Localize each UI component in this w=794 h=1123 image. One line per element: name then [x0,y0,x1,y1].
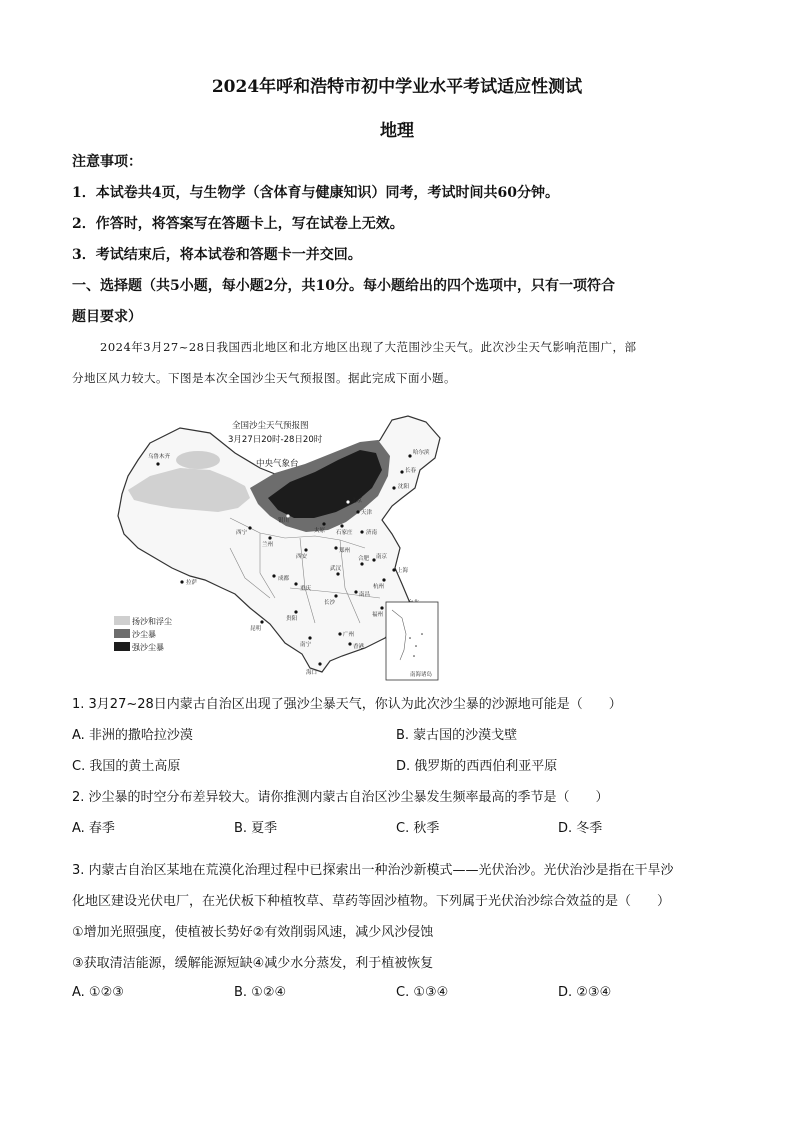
city-label-xining: 西宁 [236,530,248,536]
city-label-changchun: 长春 [405,468,417,474]
city-label-nanning: 南宁 [300,642,312,648]
question-3-statements-1: ①增加光照强度，使植被长势好②有效削弱风速，减少风沙侵蚀 [72,925,434,940]
notes-heading: 注意事项： [72,154,142,170]
city-label-urumqi: 乌鲁木齐 [148,454,171,460]
q2-option-a: A. 春季 [72,821,115,836]
legend-swatch-light [114,616,130,625]
q1-option-c: C. 我国的黄土高原 [72,759,181,774]
city-label-nanchang: 南昌 [359,592,371,598]
subject-title: 地理 [380,121,414,141]
city-label-hangzhou: 杭州 [373,584,385,590]
dust-forecast-map [110,398,446,688]
map-title-3: 中央气象台 [256,459,299,469]
city-label-kunming: 昆明 [250,626,262,632]
question-3-statements-2: ③获取清洁能源，缓解能源短缺④减少水分蒸发，利于植被恢复 [72,956,434,971]
q2-option-b: B. 夏季 [234,821,278,836]
city-label-xian: 西安 [296,554,308,560]
q1-option-d: D. 俄罗斯的西西伯利亚平原 [396,759,558,774]
city-label-nanjing: 南京 [376,554,388,560]
q3-option-a: A. ①②③ [72,985,124,1000]
section-heading-line1: 一、选择题（共5小题，每小题2分，共10分。每小题给出的四个选项中，只有一项符合 [72,278,615,294]
city-label-hefei: 合肥 [358,556,370,562]
city-label-shanghai: 上海 [397,568,409,574]
south-china-sea-inset [386,602,438,680]
city-label-beijing: 北京 [351,498,363,504]
q2-option-c: C. 秋季 [396,821,440,836]
legend-label-dark: 强沙尘暴 [132,643,164,652]
q2-option-d: D. 冬季 [558,821,603,836]
city-label-yinchuan: 银川 [278,518,290,524]
city-label-jinan: 济南 [366,530,378,536]
note-item-1: 1．本试卷共4页，与生物学（含体育与健康知识）同考，考试时间共60分钟。 [72,185,559,201]
q3-option-b: B. ①②④ [234,985,287,1000]
city-label-harbin: 哈尔滨 [413,450,430,456]
city-label-wuhan: 武汉 [330,566,342,572]
city-label-chengdu: 成都 [278,576,290,582]
map-title-2: 3月27日20时-28日20时 [228,435,323,445]
question-1-stem: 1. 3月27~28日内蒙古自治区出现了强沙尘暴天气，你认为此次沙尘暴的沙源地可能是（ ） [72,697,622,712]
city-label-guangzhou: 广州 [343,632,355,638]
note-item-3: 3．考试结束后，将本试卷和答题卡一并交回。 [72,247,362,263]
page-title: 2024年呼和浩特市初中学业水平考试适应性测试 [211,77,583,97]
q3-option-d: D. ②③④ [558,985,612,1000]
passage-line2: 分地区风力较大。下图是本次全国沙尘天气预报图。据此完成下面小题。 [72,371,456,385]
city-label-lhasa: 拉萨 [186,580,198,586]
city-label-tianjin: 天津 [361,510,373,516]
city-label-changsha: 长沙 [324,600,336,606]
map-title-1: 全国沙尘天气预报图 [232,421,309,431]
q3-option-c: C. ①③④ [396,985,449,1000]
note-item-2: 2．作答时，将答案写在答题卡上，写在试卷上无效。 [72,216,404,232]
city-label-chongqing: 重庆 [300,586,312,592]
city-label-guiyang: 贵阳 [286,616,298,622]
legend-swatch-dark [114,642,130,651]
q1-option-a: A. 非洲的撒哈拉沙漠 [72,728,193,743]
question-2-stem: 2. 沙尘暴的时空分布差异较大。请你推测内蒙古自治区沙尘暴发生频率最高的季节是（ ） [72,790,609,805]
legend-label-light: 扬沙和浮尘 [132,617,172,626]
city-label-taiyuan: 太原 [314,528,326,534]
city-label-lanzhou: 兰州 [262,542,274,548]
light-dust-region-small [176,451,220,469]
q1-option-b: B. 蒙古国的沙漠戈壁 [396,728,518,743]
city-label-fuzhou: 福州 [372,612,384,618]
question-3-stem-line1: 3. 内蒙古自治区某地在荒漠化治理过程中已探索出一种治沙新模式——光伏治沙。光伏治沙是指在干旱沙 [72,863,674,878]
inset-label: 南海诸岛 [410,672,433,678]
passage-line1: 2024年3月27~28日我国西北地区和北方地区出现了大范围沙尘天气。此次沙尘天气影响范围广，部 [100,340,637,354]
city-label-hongkong: 香港 [353,644,365,650]
legend-swatch-medium [114,629,130,638]
question-3-stem-line2: 化地区建设光伏电厂，在光伏板下种植牧草、草药等固沙植物。下列属于光伏治沙综合效益的是（ ） [72,894,671,909]
city-label-shenyang: 沈阳 [398,484,410,490]
legend-label-medium: 沙尘暴 [132,630,156,639]
city-label-zhengzhou: 郑州 [339,548,351,554]
city-label-shijiazhuang: 石家庄 [336,530,353,536]
city-label-haikou: 海口 [306,670,318,676]
section-heading-line2: 题目要求） [72,309,142,325]
